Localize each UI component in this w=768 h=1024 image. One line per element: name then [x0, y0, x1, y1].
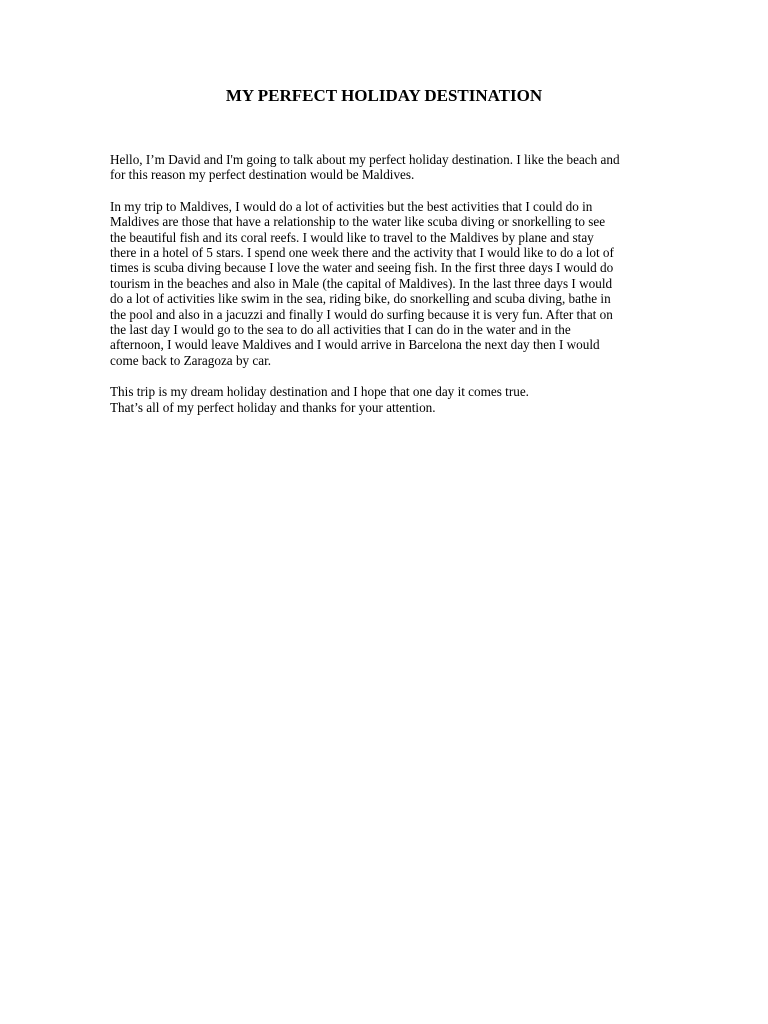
text-line: tourism in the beaches and also in Male (the capital of Maldives). In the last three days I would — [110, 275, 613, 291]
text-line: Hello, I’m David and I'm going to talk about my perfect holiday destination. I like the beach and — [110, 152, 620, 167]
document-title: MY PERFECT HOLIDAY DESTINATION — [225, 86, 543, 105]
text-line: In my trip to Maldives, I would do a lot of activities but the best activities that I could do in — [110, 198, 593, 214]
paragraph-intro — [110, 152, 666, 183]
document-body — [110, 152, 666, 415]
text-line: do a lot of activities like swim in the sea, riding bike, do snorkelling and scuba diving, bathe in — [110, 291, 611, 307]
paragraph-conclusion — [110, 384, 666, 415]
text-line: That’s all of my perfect holiday and thanks for your attention. — [110, 399, 436, 415]
text-line: come back to Zaragoza by car. — [110, 352, 272, 368]
text-line: Maldives are those that have a relationship to the water like scuba diving or snorkelling to see — [110, 214, 606, 230]
text-line: afternoon, I would leave Maldives and I would arrive in Barcelona the next day then I would — [110, 337, 600, 353]
text-line: the beautiful fish and its coral reefs. I would like to travel to the Maldives by plane and stay — [110, 229, 594, 245]
text-line: for this reason my perfect destination would be Maldives. — [110, 167, 415, 183]
paragraph-trip-details — [110, 199, 666, 368]
text-line: times is scuba diving because I love the water and seeing fish. In the first three days I would do — [110, 260, 614, 276]
text-line: the pool and also in a jacuzzi and finally I would do surfing because it is very fun. After that on — [110, 306, 613, 322]
text-line: there in a hotel of 5 stars. I spend one week there and the activity that I would like to do a lot of — [110, 245, 614, 261]
text-line: This trip is my dream holiday destination and I hope that one day it comes true. — [110, 384, 529, 400]
text-line: the last day I would go to the sea to do all activities that I can do in the water and in the — [110, 322, 571, 338]
